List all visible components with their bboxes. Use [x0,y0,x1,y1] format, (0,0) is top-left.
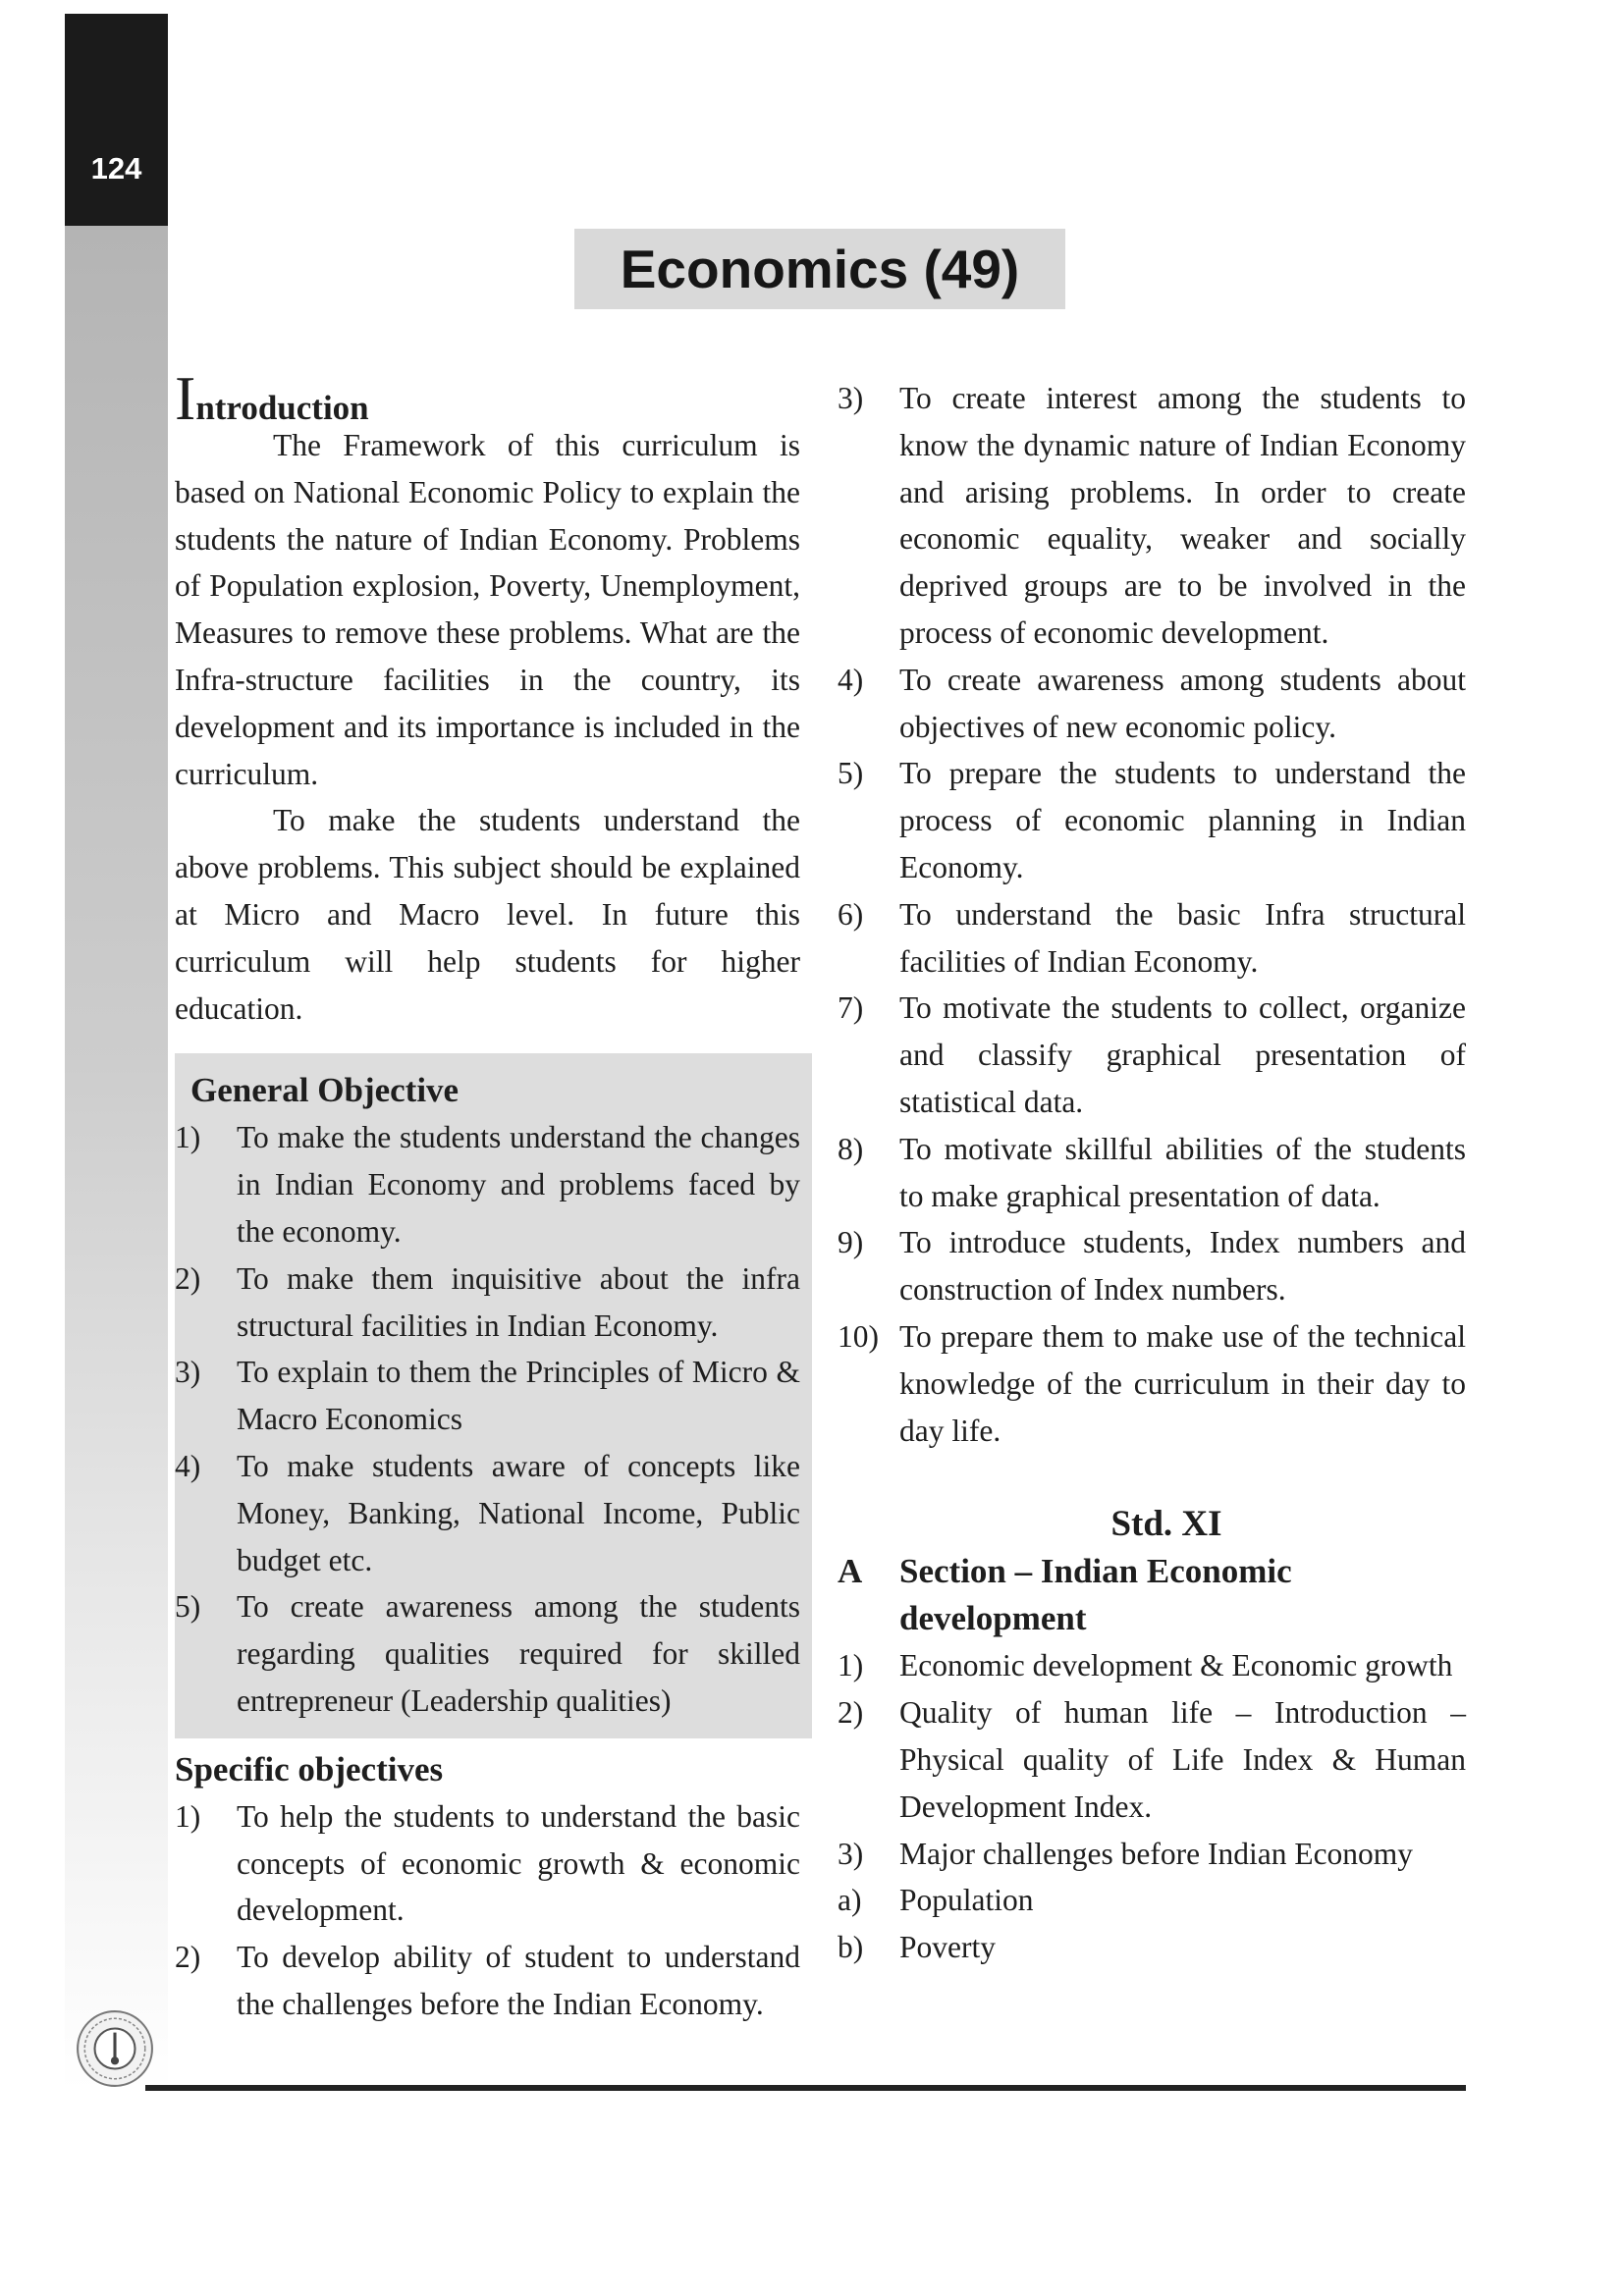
list-item [838,985,1466,1125]
list-item [838,657,1466,751]
list-item-number: 3) [838,381,864,415]
list-item-number: 1) [175,1798,201,1834]
list-item-text: Quality of human life – Introduction – Physical quality of Life Index & Human Development Index. [899,1695,1466,1824]
list-item-text: To understand the basic Infra structural facilities of Indian Economy. [899,896,1466,979]
list-item [175,1934,800,2028]
list-item-number: 8) [838,1131,864,1166]
list-item-number: 1) [838,1648,864,1683]
list-item [838,1831,1466,1878]
list-item-text: To prepare them to make use of the technical knowledge of the curriculum in their day to day life. [899,1318,1466,1448]
list-item-number: 2) [175,1260,201,1296]
list-item-text: To make students aware of concepts like Money, Banking, National Income, Public budget etc. [237,1448,800,1577]
list-item-number: 6) [838,896,864,932]
list-item-number: 1) [175,1120,201,1155]
specific-objectives-heading: Specific objectives [175,1749,444,1789]
list-item-number: 3) [838,1836,864,1871]
list-item [838,1689,1466,1830]
section-title: Section – Indian Economic development [899,1552,1292,1638]
introduction-heading-rest: ntroduction [195,389,369,427]
list-item-number: 5) [175,1589,201,1625]
list-item [838,1877,1466,1924]
list-item [838,750,1466,890]
list-item-text: To make the students understand the changes in Indian Economy and problems faced by the economy. [237,1120,800,1249]
list-item [838,1219,1466,1313]
list-item-text: To create awareness among students about objectives of new economic policy. [899,662,1466,744]
list-item-number: 4) [838,662,864,697]
section-heading [838,1548,1466,1642]
list-item [838,1313,1466,1454]
list-item-number: 7) [838,990,864,1026]
list-item-text: To create interest among the students to know the dynamic nature of Indian Economy and arising problems. In order to create economic equality, weaker and socially deprived groups are to be involved in the process of economic development. [899,381,1466,650]
list-item-text: Population [899,1883,1034,1918]
list-item-text: To motivate skillful abilities of the students to make graphical presentation of data. [899,1131,1466,1213]
introduction-heading [175,363,800,433]
list-item-text: Major challenges before Indian Economy [899,1836,1414,1871]
list-item [175,1793,800,1934]
list-item-text: To explain to them the Principles of Micro & Macro Economics [237,1355,800,1437]
list-item [838,1924,1466,1971]
introduction-heading-initial: I [175,363,196,433]
spacer [838,1454,1466,1501]
list-item-text: Poverty [899,1930,996,1965]
list-item [175,1255,800,1350]
list-item-number: b) [838,1930,864,1965]
general-objective-heading: General Objective [190,1071,460,1110]
list-item [175,1349,800,1443]
list-item-text: To prepare the students to understand the process of economic planning in Indian Economy. [899,756,1466,884]
list-item-text: To create awareness among the students regarding qualities required for skilled entrepreneur (Leadership qualities) [237,1589,800,1718]
footer-rule [145,2085,1466,2091]
list-item-text: Economic development & Economic growth [899,1648,1453,1683]
section-label: A [838,1552,863,1591]
list-item [838,1126,1466,1220]
list-item-number: 9) [838,1225,864,1260]
list-item [838,375,1466,657]
list-item-number: 4) [175,1448,201,1483]
left-column [175,363,800,2028]
list-item [838,1642,1466,1689]
right-column [838,375,1466,1971]
list-item-number: 2) [838,1695,864,1731]
side-margin-bar [65,226,168,2091]
list-item-text: To help the students to understand the basic concepts of economic growth & economic development. [237,1798,800,1928]
list-item [175,1583,800,1724]
list-item-number: 2) [175,1940,201,1975]
list-item-text: To make them inquisitive about the infra structural facilities in Indian Economy. [237,1260,800,1343]
list-item-number: a) [838,1883,862,1918]
list-item-number: 10) [838,1318,879,1354]
introduction-paragraph: To make the students understand the above problems. This subject should be explained at Micro and Macro level. In future this curriculum will help students for higher education. [175,803,800,1026]
list-item-text: To develop ability of student to understand the challenges before the Indian Economy. [237,1940,800,2021]
list-item-number: 3) [175,1355,201,1390]
page-number: 124 [65,14,168,226]
introduction-paragraph: The Framework of this curriculum is based on National Economic Policy to explain the students the nature of Indian Economy. Problems of Population explosion, Poverty, Unemployment, Measures to remove these problems. What are the Infra-structure facilities in the country, its development and its importance is included in the curriculum. [175,428,800,791]
list-item-text: To motivate the students to collect, organize and classify graphical presentation of statistical data. [899,990,1466,1119]
std-heading: Std. XI [1110,1504,1222,1545]
general-objective-box [175,1053,812,1737]
list-item-number: 5) [838,756,864,791]
list-item [175,1443,800,1583]
emblem-logo-icon [75,2008,155,2089]
list-item-text: To introduce students, Index numbers and construction of Index numbers. [899,1225,1466,1308]
list-item [838,891,1466,986]
list-item [175,1114,800,1255]
page-title: Economics (49) [574,229,1065,309]
